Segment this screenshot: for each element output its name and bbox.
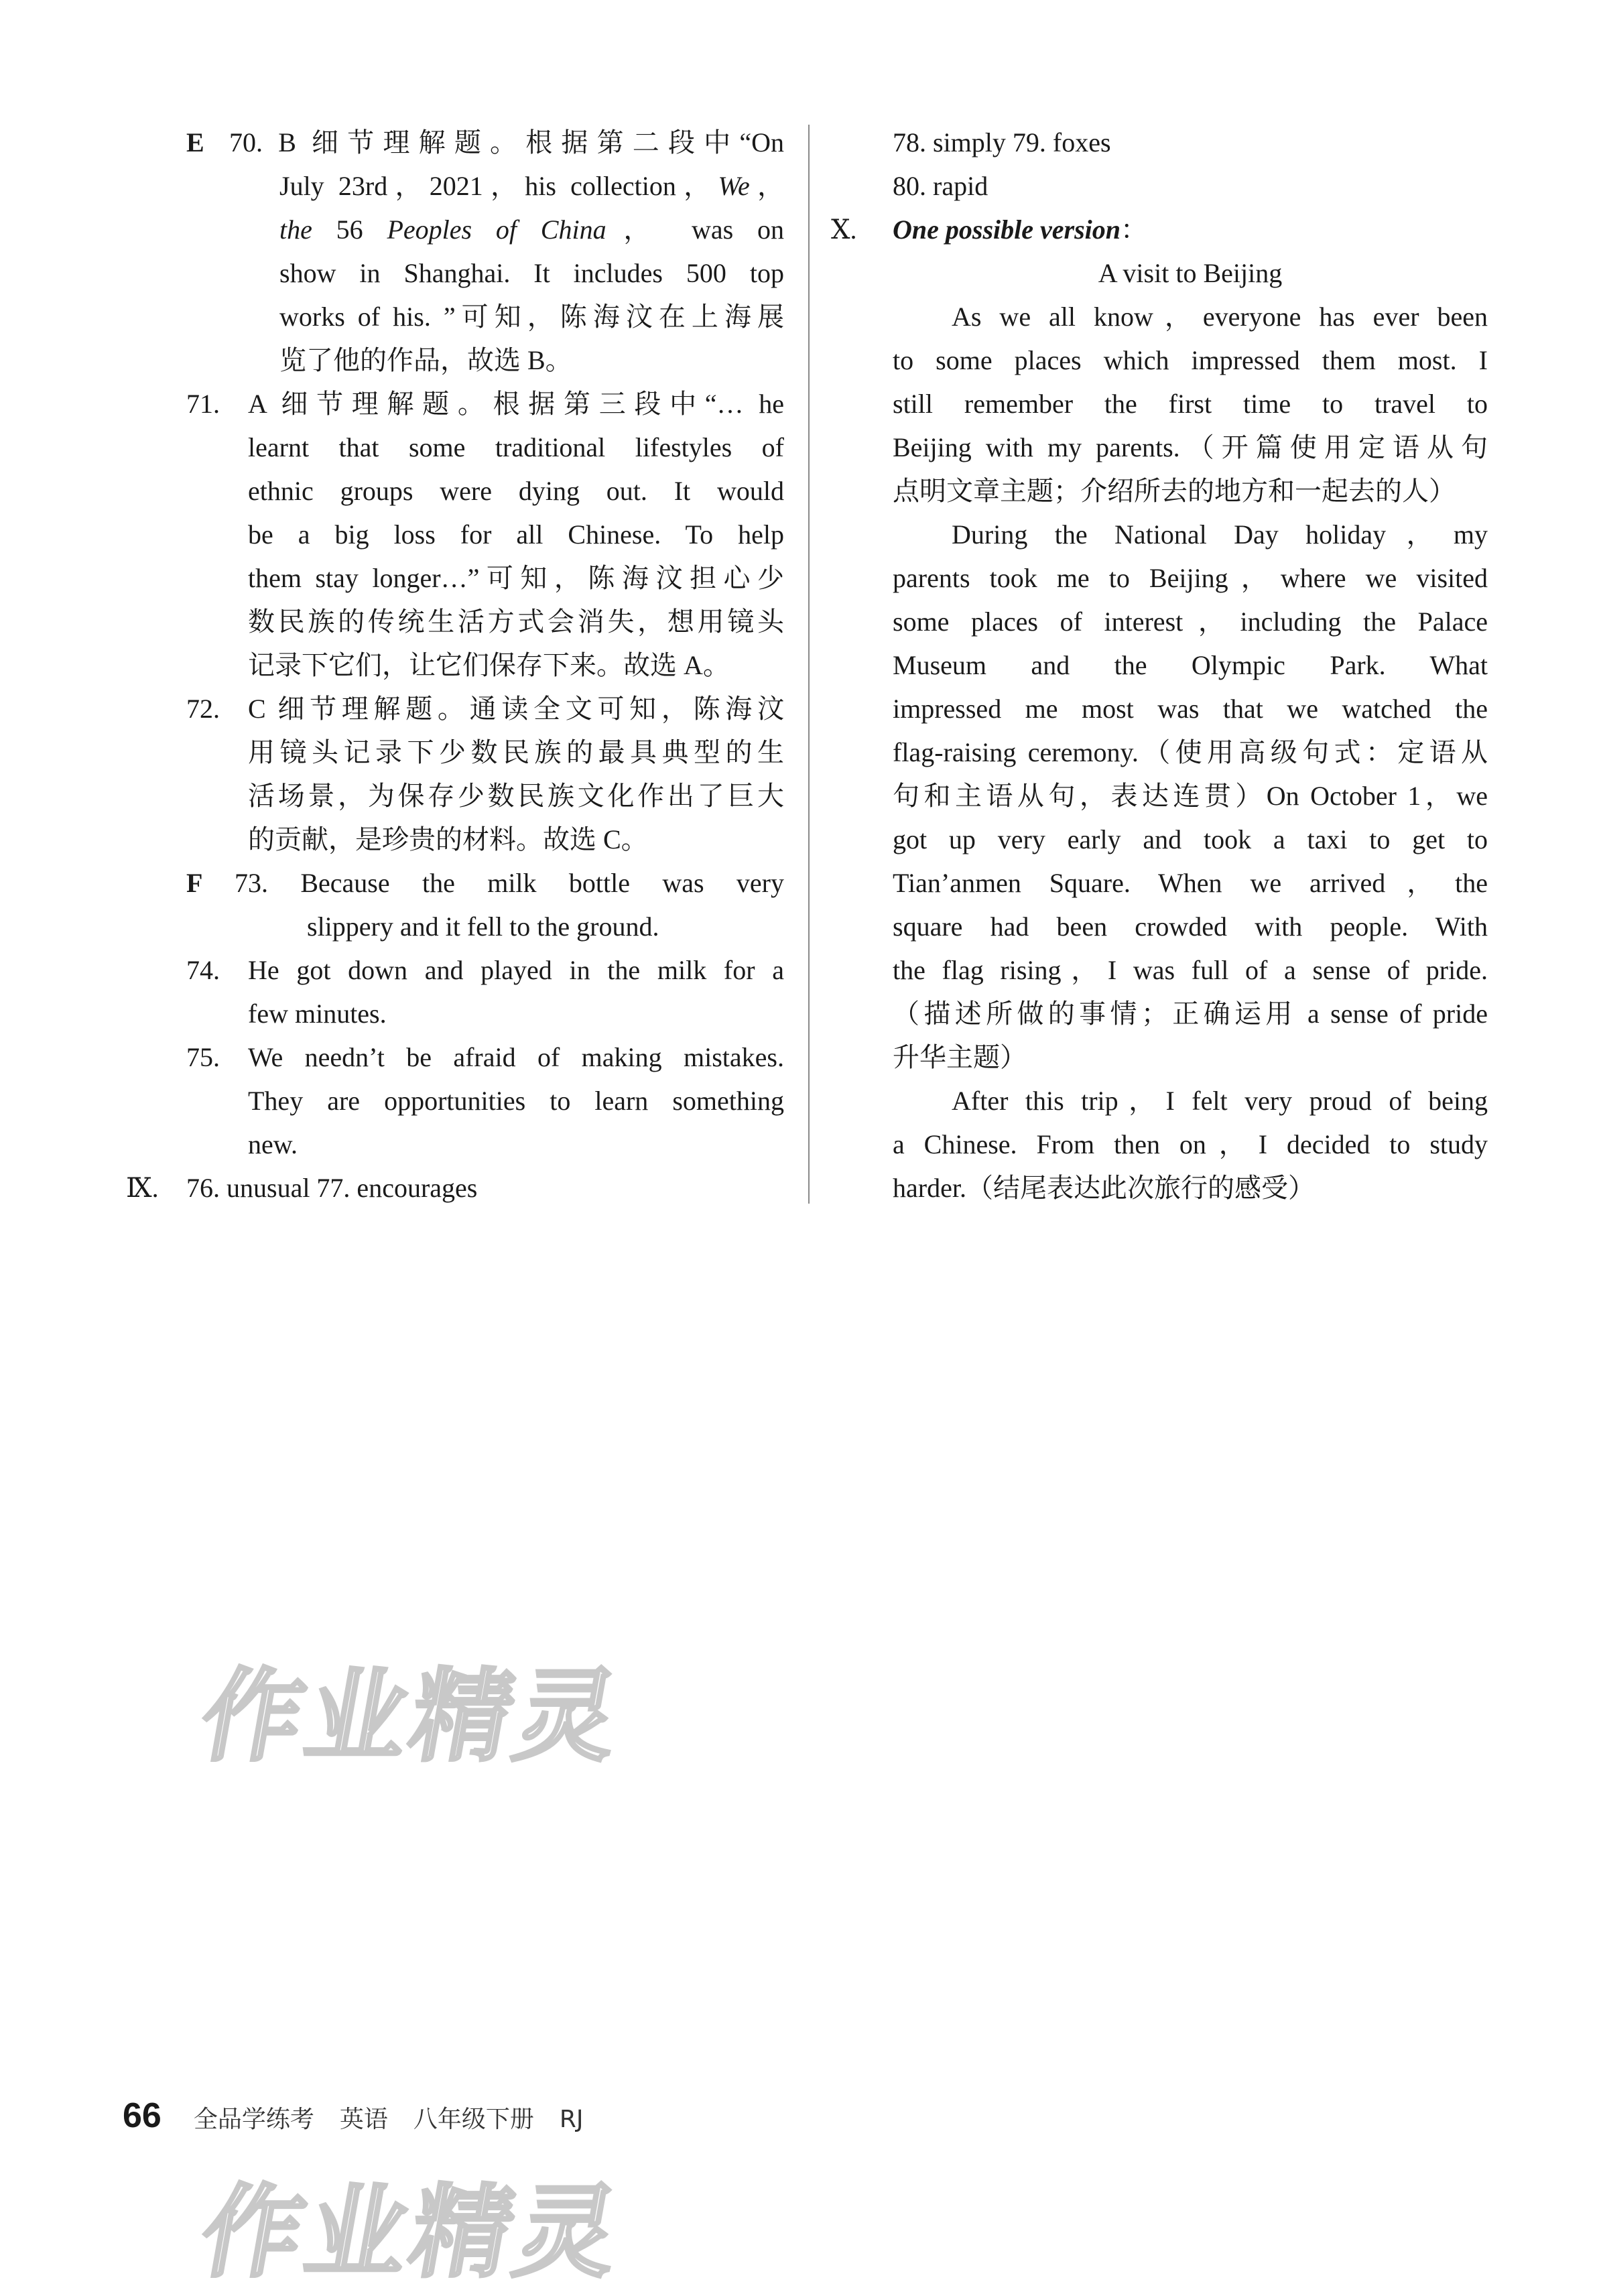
question-72 (127, 687, 784, 861)
q74-number: 74. (186, 955, 220, 985)
p2-line-7: 句和主语从句，表达连贯）On October 1，we (893, 781, 1488, 811)
q75-number: 75. (186, 1042, 220, 1072)
p2-line-9: Tian’anmen Square. When we arrived，the (893, 868, 1488, 898)
p1-line-2: to some places which impressed them most. I (893, 345, 1488, 375)
q70-line-6: 览了他的作品，故选 B。 (279, 345, 572, 375)
q72-line-4: 的贡献，是珍贵的材料。故选 C。 (248, 824, 648, 854)
column-divider (808, 125, 810, 1204)
question-74 (127, 948, 784, 1035)
p2-line-12: （描述所做的事情；正确运用 a sense of pride (893, 999, 1488, 1029)
question-75 (127, 1035, 784, 1166)
question-71 (127, 382, 784, 687)
q70-line-4: show in Shanghai. It includes 500 top (279, 258, 784, 288)
q71-line-2: learnt that some traditional lifestyles of (248, 432, 784, 462)
p1-line-3: still remember the first time to travel to (893, 389, 1488, 419)
watermark-upper: 作业精灵 (192, 1659, 631, 1775)
section-label-f: F (186, 868, 203, 898)
p2-line-10: square had been crowded with people. With (893, 911, 1488, 942)
footer-grade: 八年级下册 (413, 2106, 534, 2133)
page-number: 66 (123, 2096, 162, 2135)
q72-line-1: C 细节理解题。通读全文可知，陈海汶 (248, 694, 784, 724)
section-label-x: Ⅹ. (831, 214, 857, 245)
ix-line-2: 78. simply 79. foxes (893, 127, 1111, 157)
q75-line-2: They are opportunities to learn something (248, 1086, 784, 1116)
q72-number: 72. (186, 694, 220, 724)
p2-line-1: During the National Day holiday，my (952, 519, 1488, 550)
footer-subject: 英语 (339, 2106, 388, 2133)
p2-line-6: flag-raising ceremony.（使用高级句式：定语从 (893, 737, 1488, 767)
ix-line-3: 80. rapid (893, 171, 988, 201)
q70-line-1: 70. B 细节理解题。根据第二段中“On (229, 127, 784, 157)
q72-line-3: 活场景，为保存少数民族文化作出了巨大 (248, 781, 784, 811)
page-footer (123, 2096, 609, 2143)
section-label-ix: Ⅸ. (126, 1173, 159, 1203)
essay-title: A visit to Beijing (1098, 258, 1283, 288)
p2-line-4: Museum and the Olympic Park. What (893, 650, 1488, 680)
footer-edition: RJ (559, 2106, 584, 2133)
q71-line-4: be a big loss for all Chinese. To help (248, 519, 784, 550)
essay-paragraph-3 (893, 1079, 1488, 1210)
q72-line-2: 用镜头记录下少数民族的最具典型的生 (248, 737, 784, 767)
ix-continued (832, 121, 1488, 208)
essay-paragraph-1 (893, 295, 1488, 513)
q74-line-1: He got down and played in the milk for a (248, 955, 784, 985)
question-73 (127, 861, 784, 948)
q75-line-3: new. (248, 1129, 298, 1159)
ix-line-1: 76. unusual 77. encourages (186, 1173, 478, 1203)
p1-line-1: As we all know，everyone has ever been (952, 302, 1488, 332)
question-70 (127, 121, 784, 382)
q70-line-3: the 56 Peoples of China， was on (279, 214, 784, 245)
right-column (832, 121, 1488, 1210)
p2-line-11: the flag rising，I was full of a sense of pride. (893, 955, 1488, 985)
q73-line-1: 73. Because the milk bottle was very (235, 868, 784, 898)
q75-line-1: We needn’t be afraid of making mistakes. (248, 1042, 784, 1072)
q71-line-6: 数民族的传统生活方式会消失，想用镜头 (248, 607, 784, 637)
q71-line-3: ethnic groups were dying out. It would (248, 476, 784, 506)
p1-line-4: Beijing with my parents.（开篇使用定语从句 (893, 432, 1488, 462)
q71-line-5: them stay longer…”可知，陈海汶担心少 (248, 563, 784, 593)
q74-line-2: few minutes. (248, 999, 387, 1029)
p3-line-2: a Chinese. From then on，I decided to study (893, 1129, 1488, 1159)
q70-line-2: July 23rd，2021，his collection，We， (279, 171, 784, 201)
x-heading: One possible version： (893, 214, 1147, 245)
left-column (127, 121, 784, 1210)
p2-line-13: 升华主题） (893, 1042, 1027, 1072)
q71-line-7: 记录下它们，让它们保存下来。故选 A。 (248, 650, 730, 680)
footer-book-title: 全品学练考 (193, 2106, 314, 2133)
p1-line-5: 点明文章主题；介绍所去的地方和一起去的人） (893, 476, 1456, 506)
p3-line-3: harder.（结尾表达此次旅行的感受） (893, 1173, 1315, 1203)
p3-line-1: After this trip，I felt very proud of being (952, 1086, 1488, 1116)
p2-line-2: parents took me to Beijing，where we visited (893, 563, 1488, 593)
watermark-lower: 作业精灵 (192, 2175, 631, 2291)
q71-number: 71. (186, 389, 220, 419)
section-x (832, 208, 1488, 1210)
q70-line-5: works of his. ”可知，陈海汶在上海展 (279, 302, 784, 332)
q73-line-2: slippery and it fell to the ground. (307, 911, 659, 942)
section-label-e: E (186, 127, 204, 157)
essay-paragraph-2 (893, 513, 1488, 1079)
section-ix (127, 1166, 784, 1210)
p2-line-5: impressed me most was that we watched the (893, 694, 1488, 724)
p2-line-3: some places of interest，including the Palace (893, 607, 1488, 637)
p2-line-8: got up very early and took a taxi to get to (893, 824, 1488, 854)
q71-line-1: A 细节理解题。根据第三段中“… he (248, 389, 784, 419)
